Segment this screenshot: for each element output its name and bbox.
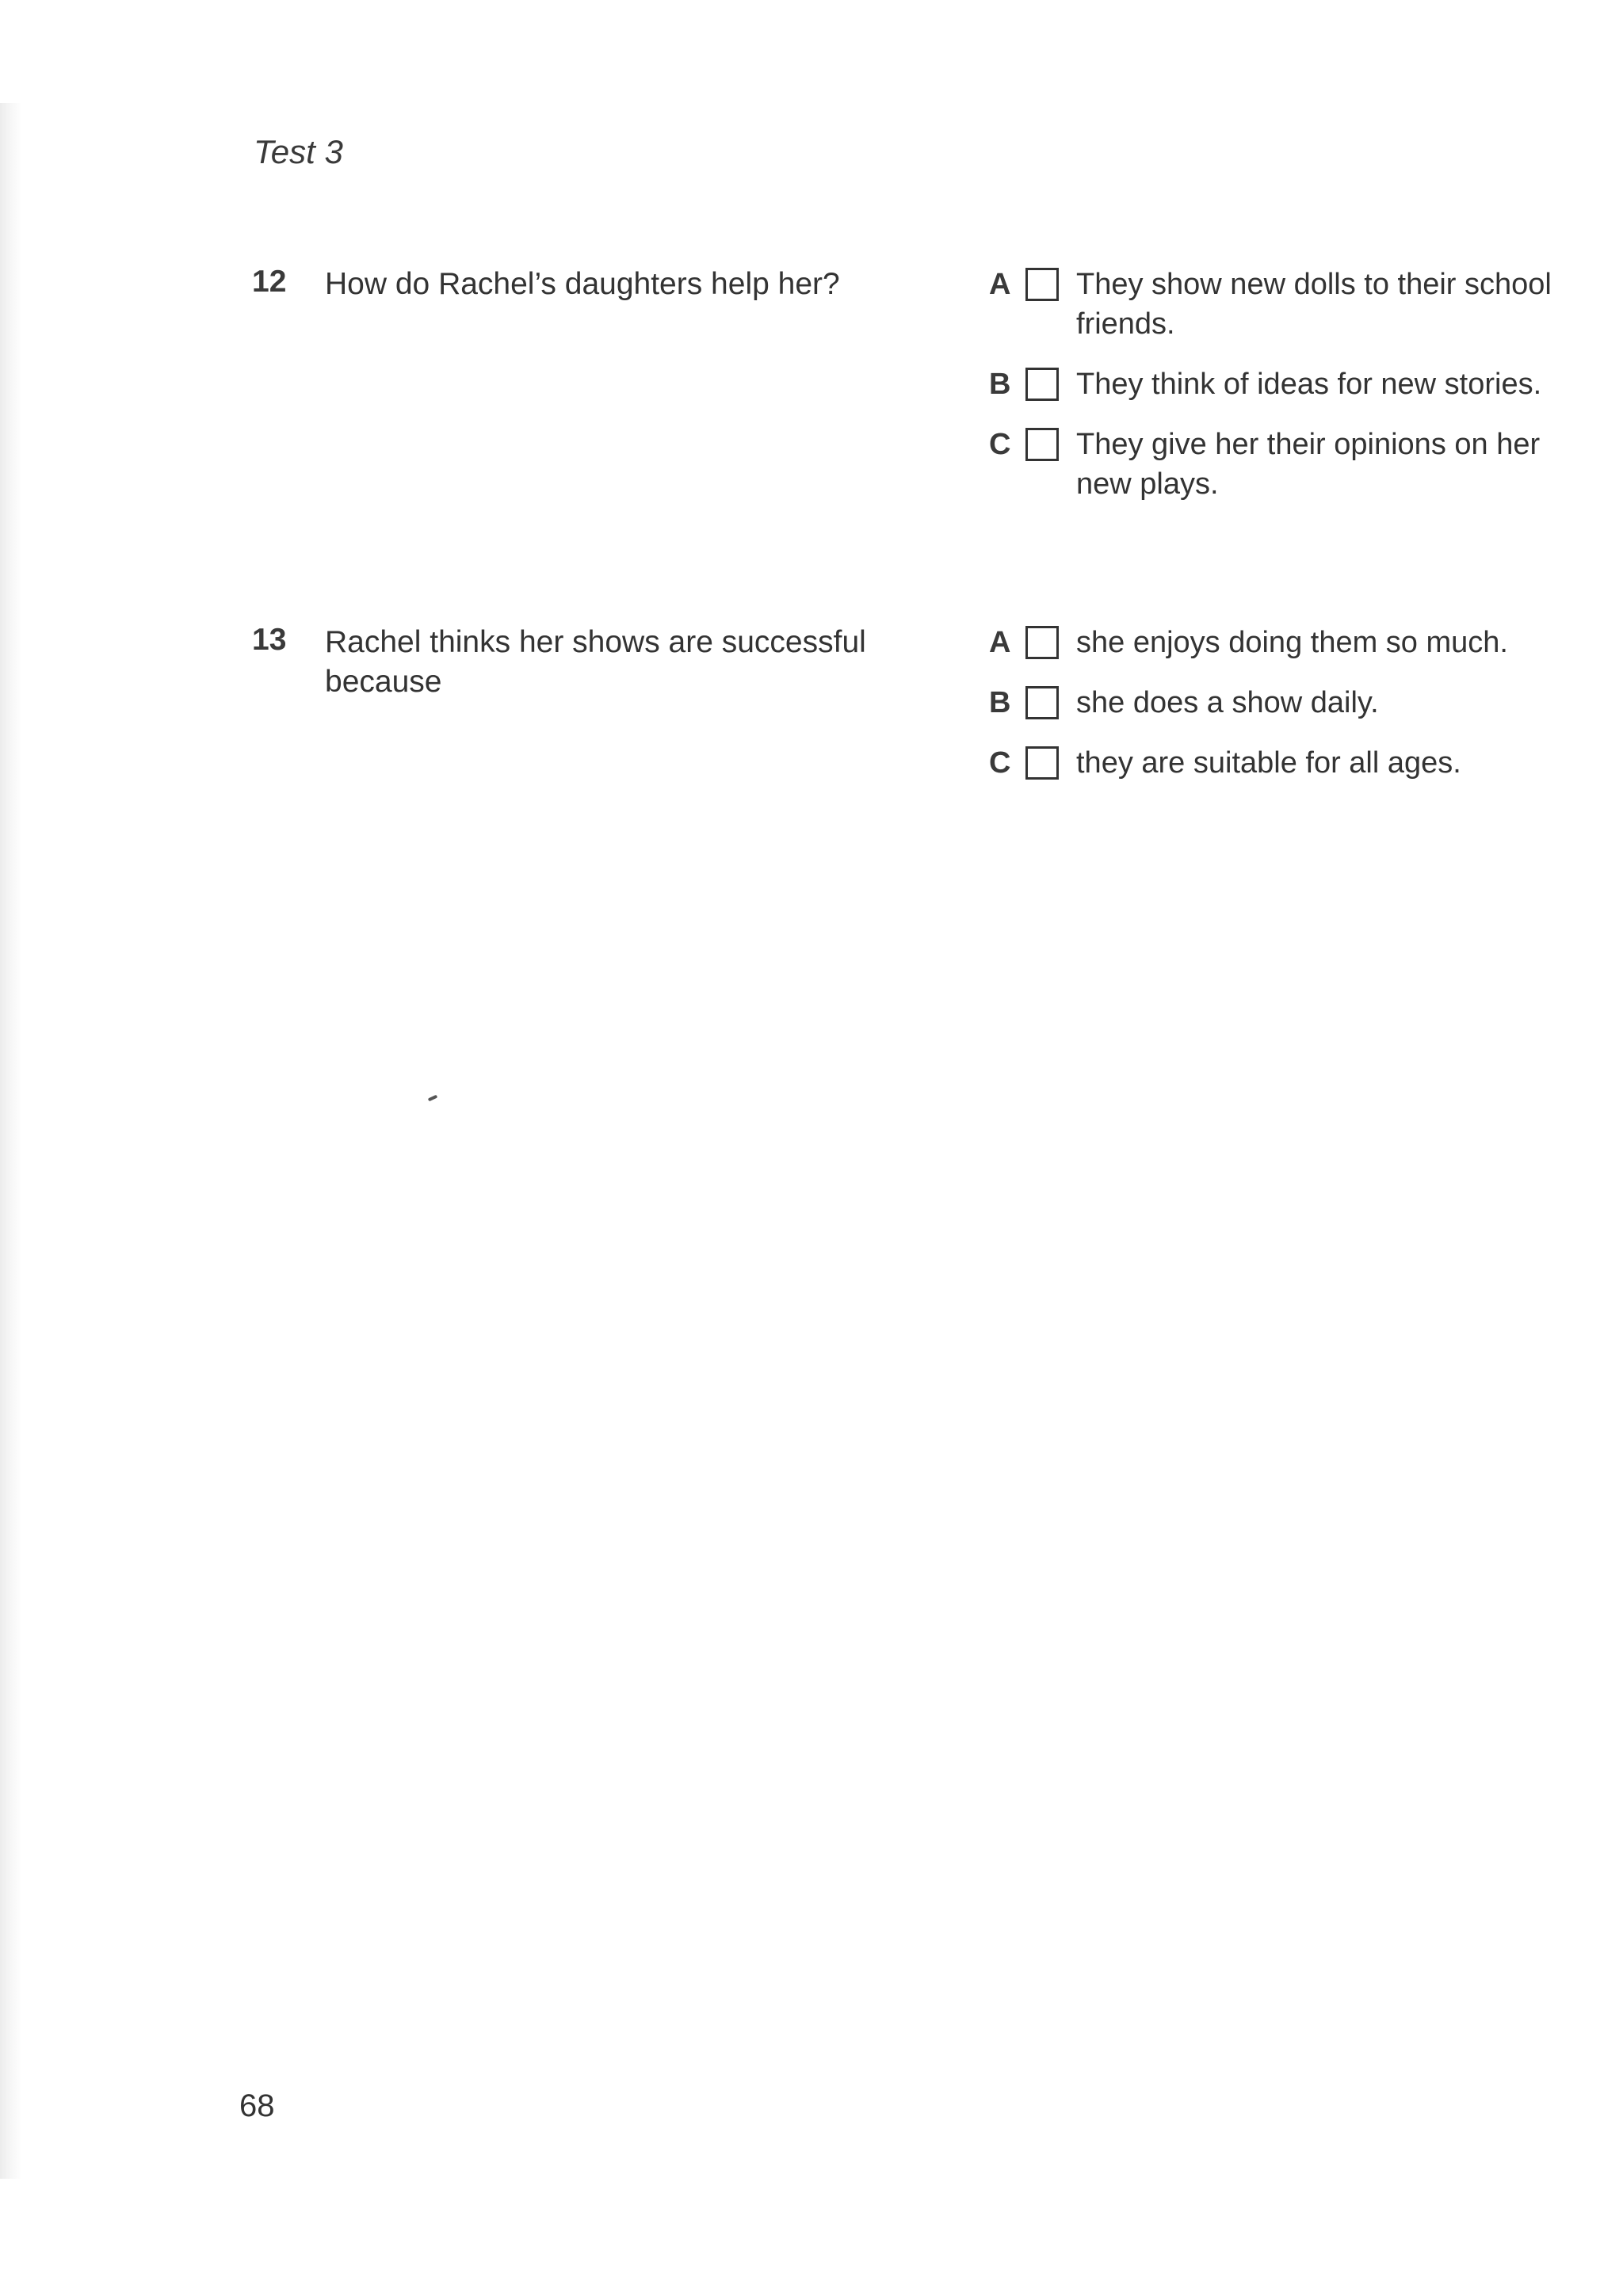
option-text: they are suitable for all ages. bbox=[1076, 746, 1461, 780]
option-b bbox=[989, 364, 1591, 404]
option-text: They think of ideas for new stories. bbox=[1076, 368, 1542, 401]
option-c bbox=[989, 743, 1591, 783]
option-text: They give her their opinions on her new plays. bbox=[1076, 428, 1541, 501]
scan-speck bbox=[428, 1095, 438, 1102]
option-letter: B bbox=[989, 686, 1011, 719]
page-edge-shadow bbox=[0, 103, 22, 2179]
option-text: They show new dolls to their school friends. bbox=[1076, 268, 1552, 341]
option-text: she enjoys doing them so much. bbox=[1076, 626, 1508, 659]
answer-checkbox-13c[interactable] bbox=[1025, 746, 1059, 780]
answer-options bbox=[989, 623, 1591, 803]
answer-checkbox-12a[interactable] bbox=[1025, 268, 1059, 301]
option-text: she does a show daily. bbox=[1076, 686, 1379, 719]
option-letter: C bbox=[989, 746, 1011, 780]
option-letter: A bbox=[989, 268, 1011, 301]
question-number: 12 bbox=[252, 265, 287, 299]
answer-checkbox-12c[interactable] bbox=[1025, 428, 1059, 461]
option-a bbox=[989, 265, 1591, 344]
question-text: Rachel thinks her shows are successful because bbox=[325, 625, 866, 699]
option-b bbox=[989, 683, 1591, 723]
answer-checkbox-13b[interactable] bbox=[1025, 686, 1059, 719]
page-number: 68 bbox=[239, 2088, 275, 2123]
question-number: 13 bbox=[252, 623, 287, 657]
page-header: Test 3 bbox=[254, 133, 343, 170]
answer-checkbox-13a[interactable] bbox=[1025, 626, 1059, 659]
option-a bbox=[989, 623, 1591, 662]
option-letter: A bbox=[989, 626, 1011, 659]
option-c bbox=[989, 425, 1591, 504]
answer-options bbox=[989, 265, 1591, 524]
answer-checkbox-12b[interactable] bbox=[1025, 368, 1059, 401]
option-letter: B bbox=[989, 368, 1011, 401]
question-text: How do Rachel’s daughters help her? bbox=[325, 267, 840, 301]
option-letter: C bbox=[989, 428, 1011, 461]
